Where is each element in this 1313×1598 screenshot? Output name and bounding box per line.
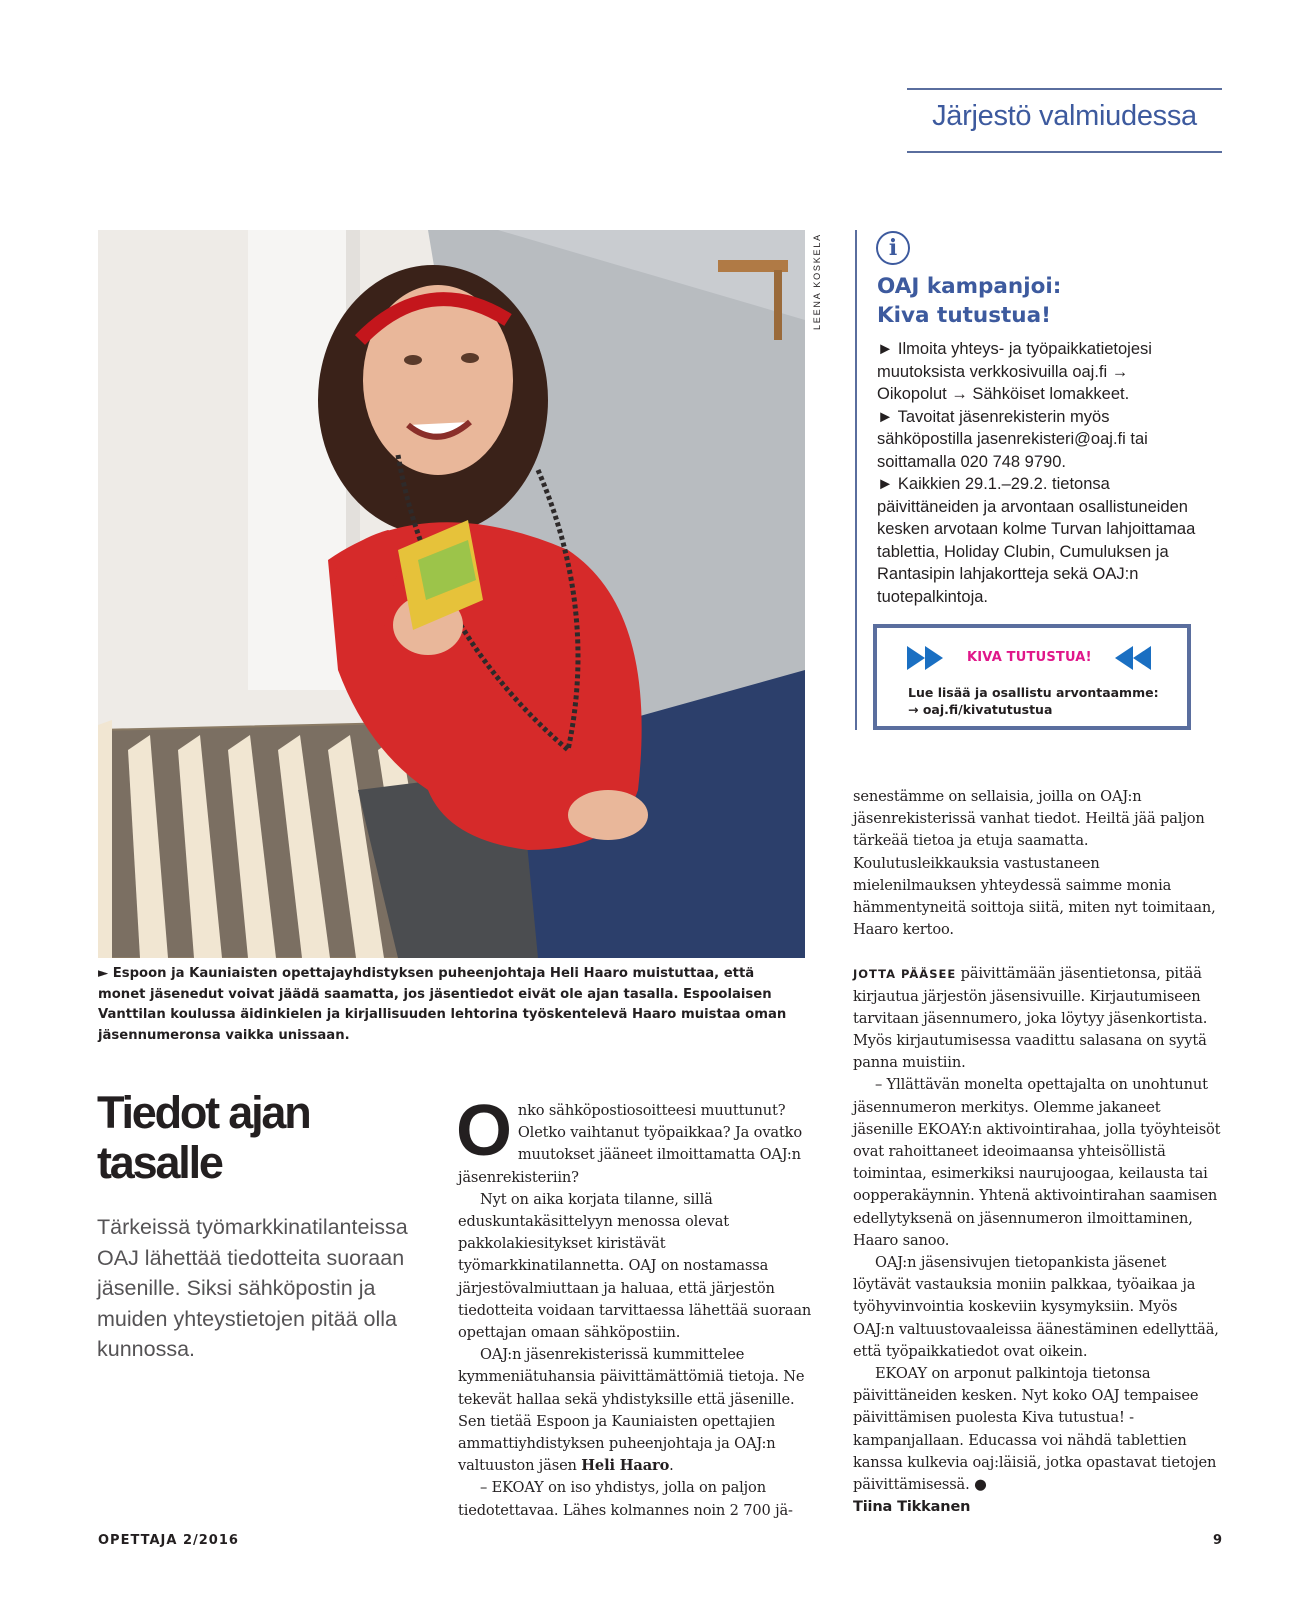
photo-caption: ► Espoon ja Kauniaisten opettajayhdistyksen puheenjohtaja Heli Haaro muistuttaa, että monet jäsenedut voivat jäädä saamatta, jos jäsentiedot eivät ole ajan tasalla. Espoolaisen Vanttilan koulussa äidinkielen ja kirjallisuuden lehtorina työskentelevä Haaro muistaa oman jäsennumeronsa vaikka unissaan.	[98, 966, 787, 1043]
body-paragraph: – Yllättävän monelta opettajalta on unohtunut jäsennumeron merkitys. Olemme jakaneet jäsenille EKOAY:n aktivointirahaa, jolla työyhteisöt ovat rahoittaneet ideoimaansa yhteisöllistä toimintaa, esimerkiksi naurujoogaa, keilausta tai oopperakäynnin. Yhtenä aktivointirahan saamisen edellytyksenä on jäsennumeron ilmoittaminen, Haaro sanoo.	[853, 1076, 1221, 1249]
section-rule-top	[907, 88, 1222, 90]
article-column-2	[853, 786, 1221, 1519]
infobox-item: ► Tavoitat jäsenrekisterin myös sähköpostilla jasenrekisteri@oaj.fi tai soittamalla 020 748 9790.	[877, 407, 1148, 471]
infobox-title-line2: Kiva tutustua!	[877, 303, 1051, 328]
infobox-item: ► Kaikkien 29.1.–29.2. tietonsa päivittäneiden ja arvontaan osallistuneiden kesken arvotaan kolme Turvan lahjoittamaa tablettia, Holiday Clubin, Cumuluksen ja Rantasipin lahjakortteja sekä OAJ:n tuotepalkintoja.	[877, 475, 1196, 606]
paragraph-text: .	[669, 1457, 674, 1475]
headline-line1: Tiedot ajan	[97, 1087, 310, 1138]
banner-arrows	[907, 644, 1157, 672]
body-paragraph	[853, 963, 1221, 1074]
body-paragraph: senestämme on sellaisia, joilla on OAJ:n jäsenrekisterissä vanhat tiedot. Heiltä jää paljon tärkeää tietoa ja etuja saamatta. Koulutusleikkauksia vastustaneen mielenilmauksen yhteydessä saimme monia hämmentyneitä soittoja siitä, miten nyt toimitaan, Haaro kertoo.	[853, 788, 1216, 939]
section-rule-bottom	[907, 151, 1222, 153]
paragraph-text: OAJ:n jäsenrekisterissä kummittelee kymmeniätuhansia päivittämättömiä tietoja. Ne tekevät hallaa sekä yhdistyksille että jäsenille. Sen tietää Espoon ja Kauniaisten opettajien ammattiyhdistyksen puheenjohtaja ja OAJ:n valtuuston jäsen	[458, 1346, 805, 1475]
magazine-issue: OPETTAJA 2/2016	[98, 1533, 239, 1548]
body-paragraph: OAJ:n jäsensivujen tietopankista jäsenet löytävät vastauksia moniin palkkaa, työaikaa ja työhyvinvointia koskeviin kysymyksiin. Myös OAJ:n valtuustovaaleissa äänestäminen edellyttää, että työpaikkatiedot ovat oikein.	[853, 1254, 1219, 1360]
person-name: Heli Haaro	[581, 1457, 670, 1475]
article-column-1	[456, 1091, 813, 1522]
section-title: Järjestö valmiudessa	[932, 100, 1197, 132]
paragraph-lead-in: JOTTA PÄÄSEE	[853, 967, 957, 982]
banner-line1: Lue lisää ja osallistu arvontaamme:	[908, 685, 1159, 700]
infobox-title-line1: OAJ kampanjoi:	[877, 274, 1062, 299]
info-icon: i	[876, 231, 910, 265]
infobox-title	[877, 272, 1197, 330]
photo-illustration	[98, 230, 805, 958]
drop-cap: O	[456, 1091, 512, 1171]
page-number: 9	[1212, 1533, 1222, 1548]
body-paragraph: EKOAY on arponut palkintoja tietonsa päivittäneiden kesken. Nyt koko OAJ tempaisee päivittämisen puolesta Kiva tutustua! -kampanjallaan. Educassa voi nähdä tablettien kanssa kulkevia oaj:läisiä, jotka opastavat tietojen päivittämisessä. ●	[853, 1365, 1217, 1494]
article-lead: Tärkeissä työmarkkinatilanteissa OAJ lähettää tiedotteita suoraan jäsenille. Siksi sähköpostin ja muiden yhteystietojen pitää olla kunnossa.	[97, 1215, 408, 1361]
infobox-body	[877, 338, 1197, 608]
body-paragraph: Nyt on aika korjata tilanne, sillä eduskuntakäsittelyyn menossa olevat pakkolakiesitykset kiristävät työmarkkinatilannetta. OAJ on nostamassa järjestövalmiuttaan ja haluaa, että järjestön tiedotteita voidaan tarvittaessa lähettää suoraan opettajan omaan sähköpostiin.	[458, 1190, 812, 1342]
infobox-item: ► Ilmoita yhteys- ja työpaikkatietojesi muutoksista verkkosivuilla oaj.fi → Oikopolut → Sähköiset lomakkeet.	[877, 340, 1152, 403]
banner-link[interactable]: → oaj.fi/kivatutustua	[908, 702, 1053, 717]
body-paragraph: – EKOAY on iso yhdistys, jolla on paljon tiedotettavaa. Lähes kolmannes noin 2 700 jä-	[458, 1479, 793, 1519]
author-signature: Tiina Tikkanen	[853, 1499, 971, 1516]
infobox-rule	[855, 230, 857, 730]
headline-line2: tasalle	[97, 1137, 222, 1188]
banner-label: KIVA TUTUSTUA!	[967, 650, 1092, 665]
banner-text	[908, 684, 1188, 718]
paragraph-text: nko sähköpostiosoitteesi muuttunut? Oletko vaihtanut työpaikkaa? Ja ovatko muutokset jääneet ilmoittamatta OAJ:n jäsenrekisteriin?	[458, 1102, 803, 1186]
article-photo	[98, 230, 805, 958]
kiva-tutustua-banner[interactable]	[873, 624, 1191, 730]
body-paragraph	[458, 1344, 813, 1477]
paragraph-text: päivittämään jäsentietonsa, pitää kirjautua järjestön jäsensivuille. Kirjautumiseen tarvitaan jäsennumero, joka löytyy jäsenkortista. Myös kirjautumisessa vaadittu salasana on syytä panna muistiin.	[853, 965, 1208, 1072]
body-paragraph	[456, 1091, 813, 1189]
photo-credit: LEENA KOSKELA	[812, 233, 822, 330]
article-headline	[97, 1088, 437, 1188]
